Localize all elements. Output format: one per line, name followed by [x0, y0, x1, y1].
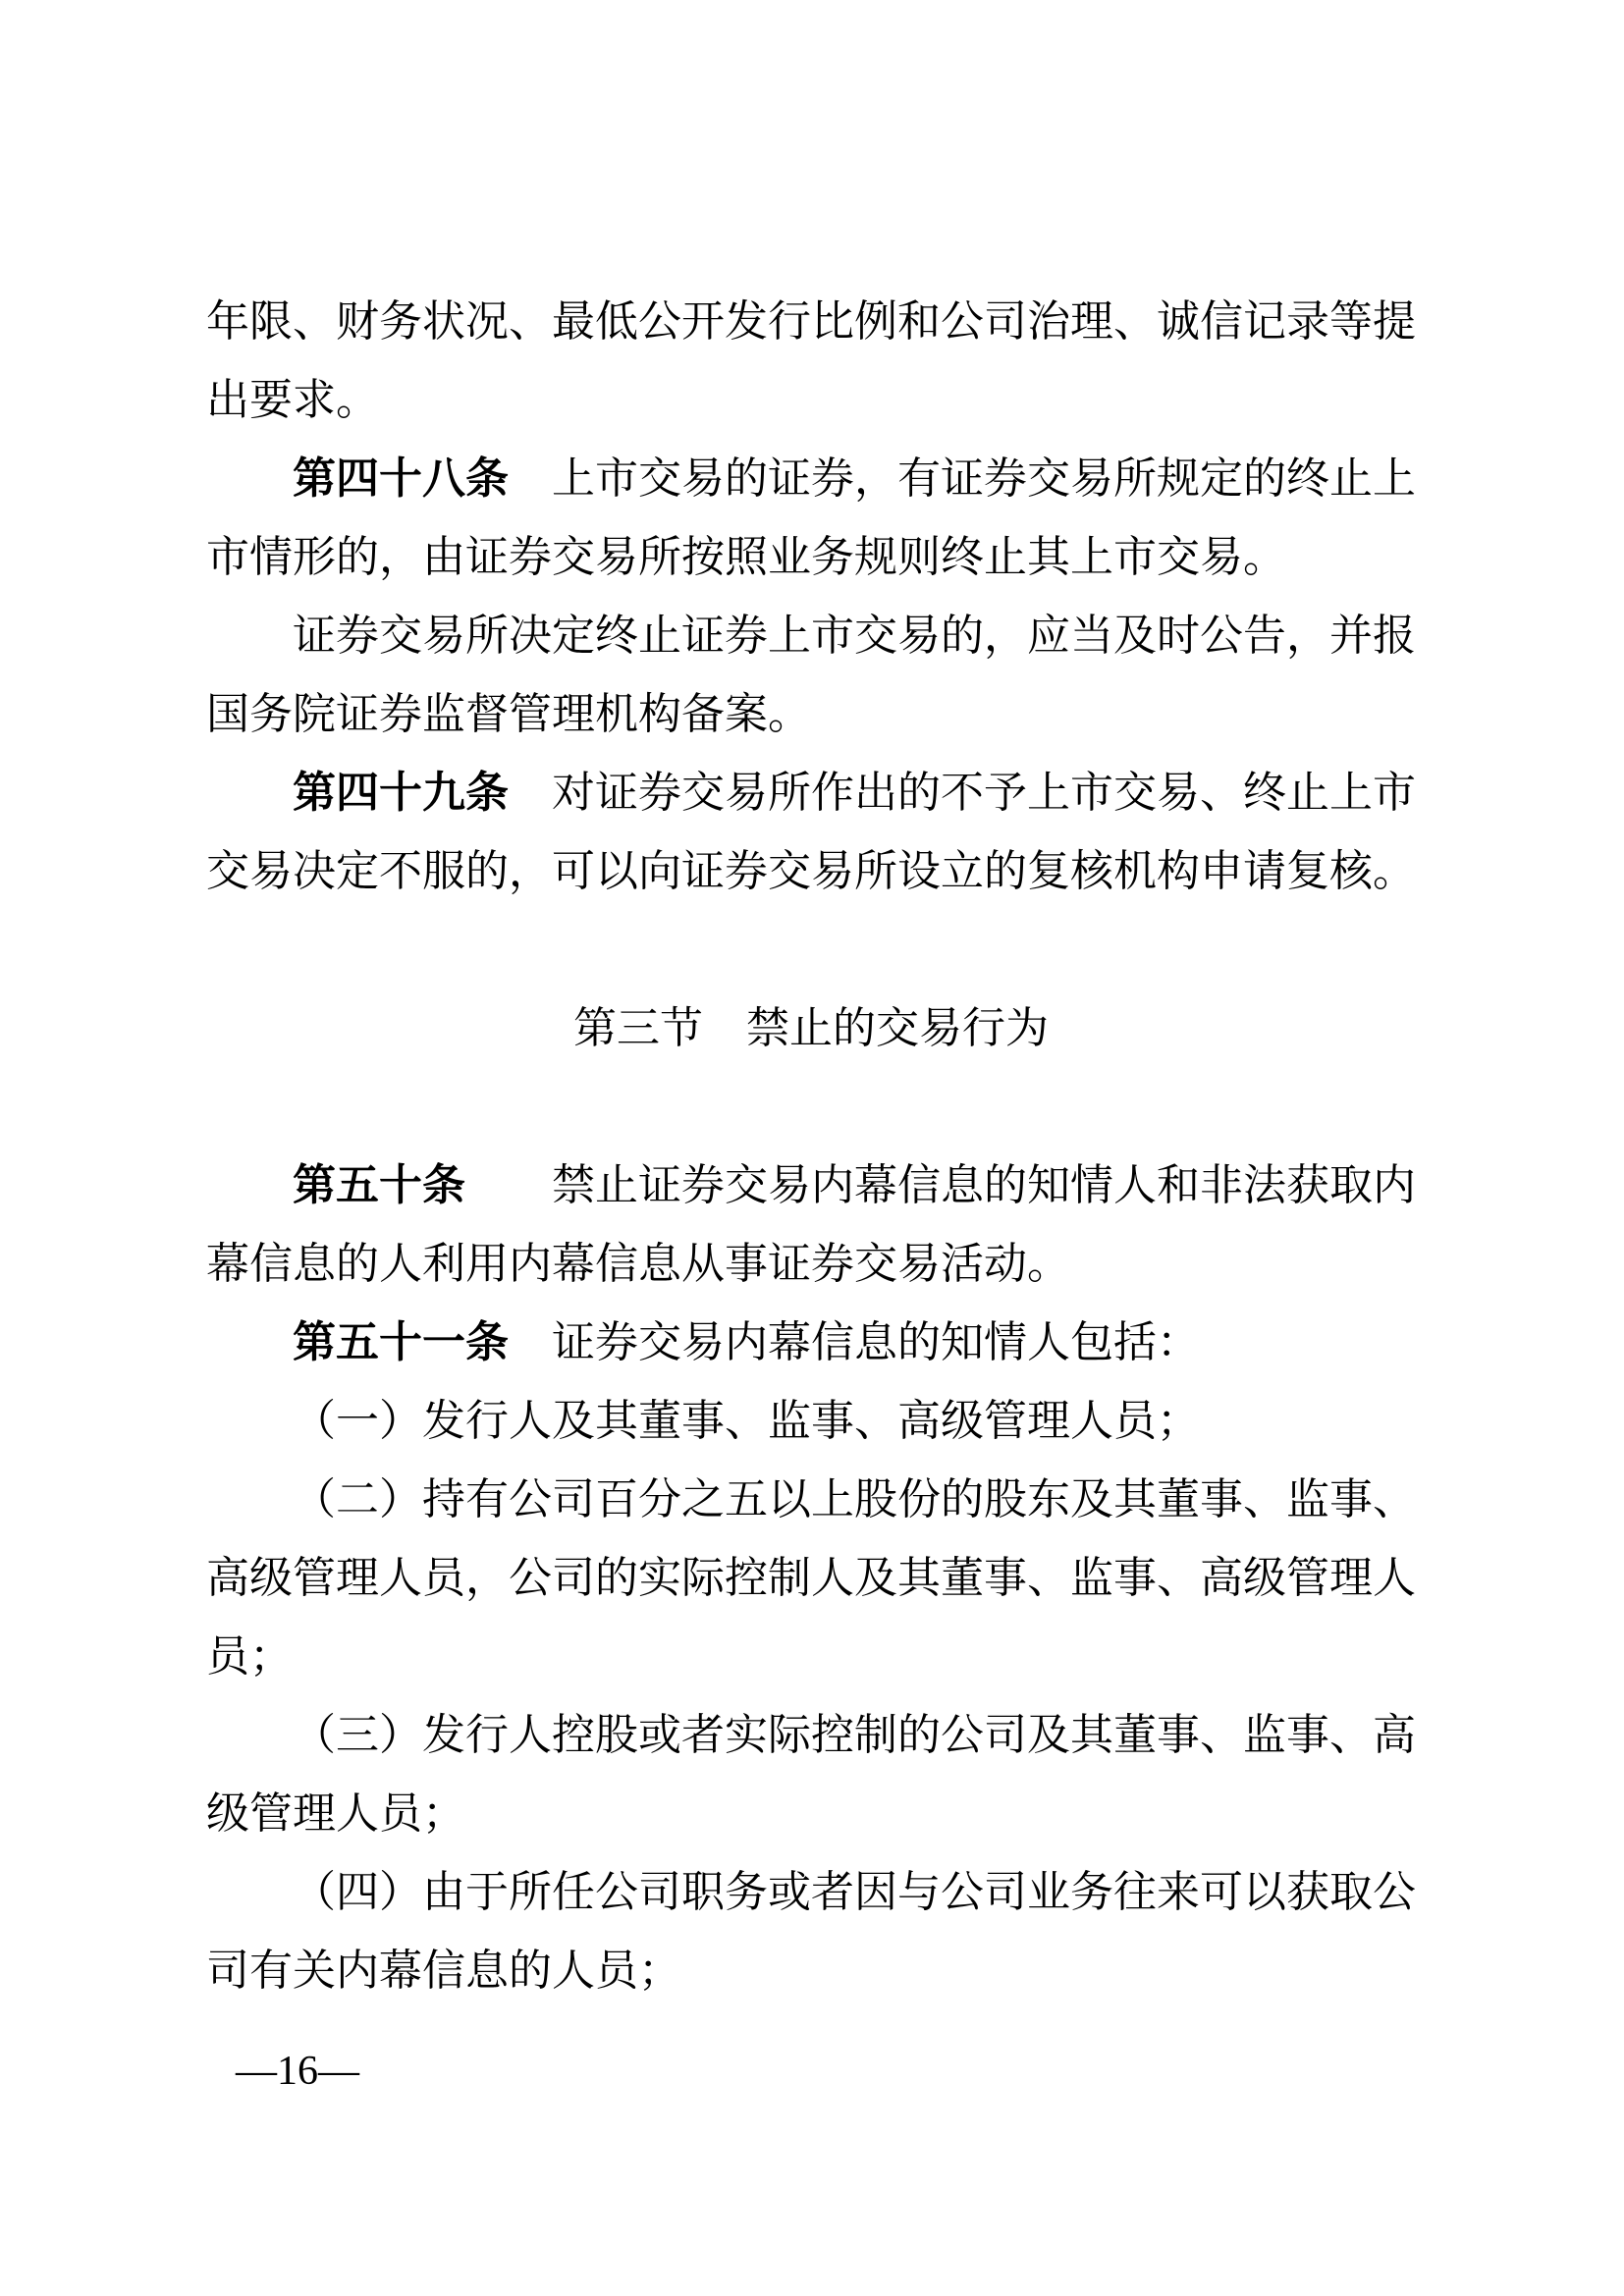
article-49-text: 对证券交易所作出的不予上市交易、终止上市交易决定不服的，可以向证券交易所设立的复核机构申请复核。	[206, 769, 1416, 895]
article-51-text: 证券交易内幕信息的知情人包括：	[552, 1318, 1200, 1366]
article-51-number: 第五十一条	[293, 1318, 509, 1366]
list-item-3	[206, 1696, 1416, 1853]
list-item-2	[206, 1461, 1416, 1696]
list-item-text: （四）由于所任公司职务或者因与公司业务往来可以获取公司有关内幕信息的人员；	[206, 1868, 1416, 1995]
article-50-number: 第五十条	[293, 1161, 465, 1209]
list-item-1	[206, 1382, 1416, 1461]
list-item-text: （一）发行人及其董事、监事、高级管理人员；	[293, 1397, 1200, 1445]
list-item-text: （二）持有公司百分之五以上股份的股东及其董事、监事、高级管理人员，公司的实际控制人及其董事、监事、高级管理人员；	[206, 1475, 1416, 1681]
article-51-paragraph	[206, 1304, 1416, 1382]
article-49-paragraph	[206, 754, 1416, 911]
section-3-title: 禁止的交易行为	[746, 1004, 1049, 1052]
article-48-text: 上市交易的证券，有证券交易所规定的终止上市情形的，由证券交易所按照业务规则终止其上市交易。	[206, 454, 1416, 581]
list-item-text: （三）发行人控股或者实际控制的公司及其董事、监事、高级管理人员；	[206, 1711, 1416, 1838]
page-number: —16—	[236, 2049, 359, 2094]
article-50-text: 禁止证券交易内幕信息的知情人和非法获取内幕信息的人利用内幕信息从事证券交易活动。	[206, 1161, 1416, 1288]
article-48-number: 第四十八条	[293, 454, 509, 503]
document-body	[206, 283, 1416, 2010]
list-item-4	[206, 1853, 1416, 2010]
paragraph-text: 年限、财务状况、最低公开发行比例和公司治理、诚信记录等提出要求。	[206, 297, 1416, 424]
article-48-paragraph	[206, 440, 1416, 597]
paragraph-text: 证券交易所决定终止证券上市交易的，应当及时公告，并报国务院证券监督管理机构备案。	[206, 612, 1416, 738]
article-50-paragraph	[206, 1147, 1416, 1304]
continuation-paragraph	[206, 283, 1416, 440]
article-49-number: 第四十九条	[293, 769, 509, 817]
section-3-heading	[206, 989, 1416, 1068]
section-3-label: 第三节	[573, 1004, 703, 1052]
article-48-paragraph-2	[206, 597, 1416, 754]
